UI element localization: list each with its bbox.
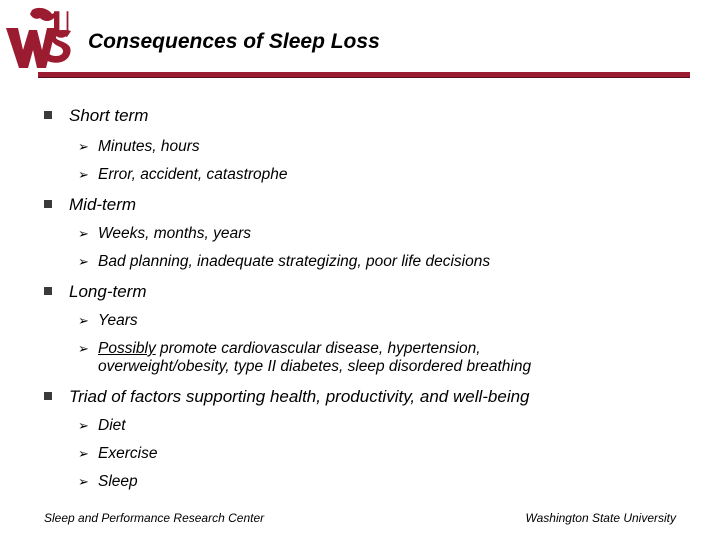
arrow-bullet-icon: ➢ — [78, 313, 89, 328]
sub-bullet-text: Bad planning, inadequate strategizing, poor life decisions — [98, 253, 491, 270]
sub-bullet — [78, 445, 157, 463]
sub-bullet-text: Weeks, months, years — [98, 225, 252, 242]
sub-bullet-text-continued: promote cardiovascular disease, hypertension, — [155, 340, 481, 357]
sub-bullet — [78, 473, 138, 491]
arrow-bullet-icon: ➢ — [78, 139, 89, 154]
bullet-long-term — [44, 282, 146, 302]
arrow-bullet-icon: ➢ — [78, 474, 89, 489]
sub-bullet-text: Sleep — [98, 473, 138, 490]
bullet-label: Short term — [69, 106, 149, 125]
sub-bullet-text: Years — [98, 312, 138, 329]
sub-bullet — [78, 312, 138, 330]
sub-bullet — [78, 253, 490, 271]
square-bullet-icon — [44, 200, 52, 208]
square-bullet-icon — [44, 392, 52, 400]
sub-bullet-text: Diet — [98, 417, 126, 434]
sub-bullet-text: Exercise — [98, 445, 158, 462]
arrow-bullet-icon: ➢ — [78, 446, 89, 461]
bullet-mid-term — [44, 195, 136, 215]
sub-bullet — [78, 340, 531, 376]
arrow-bullet-icon: ➢ — [78, 226, 89, 241]
square-bullet-icon — [44, 111, 52, 119]
sub-bullet-text-line2: overweight/obesity, type II diabetes, sleep disordered breathing — [98, 358, 532, 375]
arrow-bullet-icon: ➢ — [78, 341, 89, 356]
sub-bullet-text: Minutes, hours — [98, 138, 200, 155]
title-divider — [38, 72, 690, 78]
square-bullet-icon — [44, 287, 52, 295]
bullet-short-term — [44, 106, 148, 126]
sub-bullet — [78, 225, 251, 243]
arrow-bullet-icon: ➢ — [78, 167, 89, 182]
wsu-cougar-logo-icon — [4, 6, 80, 78]
bullet-triad — [44, 387, 530, 407]
footer-right: Washington State University — [525, 511, 676, 525]
bullet-label: Mid-term — [69, 195, 137, 214]
sub-bullet-text: Error, accident, catastrophe — [98, 166, 288, 183]
arrow-bullet-icon: ➢ — [78, 418, 89, 433]
footer-left: Sleep and Performance Research Center — [44, 511, 265, 525]
sub-bullet — [78, 138, 200, 156]
emphasis-text: Possibly — [98, 340, 156, 357]
slide-title: Consequences of Sleep Loss — [88, 30, 380, 53]
sub-bullet — [78, 166, 288, 184]
sub-bullet — [78, 417, 126, 435]
sub-bullet-text — [98, 340, 531, 376]
bullet-label: Long-term — [69, 282, 147, 301]
bullet-label: Triad of factors supporting health, productivity, and well-being — [69, 387, 530, 406]
arrow-bullet-icon: ➢ — [78, 254, 89, 269]
